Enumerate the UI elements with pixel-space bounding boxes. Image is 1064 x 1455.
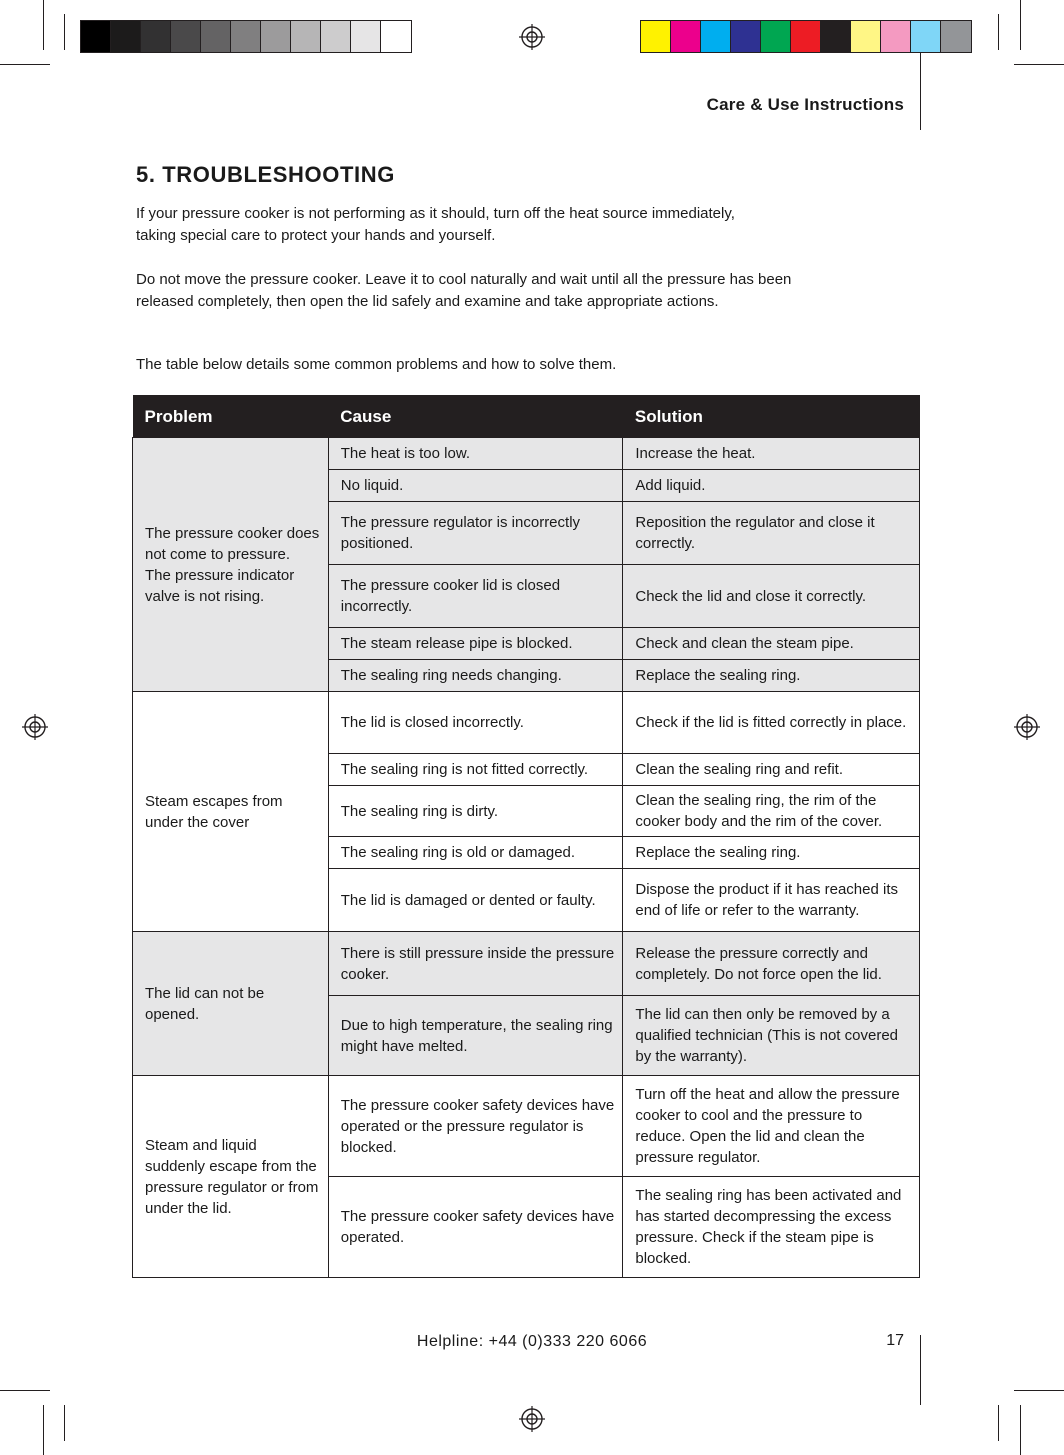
solution-cell: Release the pressure correctly and completely. Do not force open the lid. [623, 932, 920, 996]
crop-mark [64, 1405, 65, 1441]
registration-mark-icon [1014, 714, 1040, 740]
color-swatch [171, 21, 201, 52]
registration-mark-icon [519, 24, 545, 50]
crop-mark [64, 14, 65, 50]
color-swatch [941, 21, 971, 52]
crop-mark [998, 14, 999, 50]
crop-mark [0, 1390, 50, 1391]
problem-cell: Steam escapes from under the cover [133, 692, 329, 932]
page-number: 17 [886, 1332, 904, 1349]
cause-cell: The sealing ring needs changing. [328, 660, 623, 692]
section-title: 5. TROUBLESHOOTING [136, 162, 395, 187]
problem-cell: The lid can not be opened. [133, 932, 329, 1076]
cause-cell: The sealing ring is not fitted correctly. [328, 754, 623, 786]
crop-mark [998, 1405, 999, 1441]
solution-cell: Reposition the regulator and close it correctly. [623, 502, 920, 565]
color-swatch [821, 21, 851, 52]
table-row [133, 438, 920, 470]
header-solution: Solution [623, 395, 920, 438]
table-row [133, 932, 920, 996]
solution-cell: Turn off the heat and allow the pressure cooker to cool and the pressure to reduce. Open the lid and clean the pressure regulator. [623, 1076, 920, 1177]
solution-cell: Check if the lid is fitted correctly in place. [623, 692, 920, 754]
cause-cell: No liquid. [328, 470, 623, 502]
grey-swatch-bar [80, 20, 412, 53]
color-swatch [731, 21, 761, 52]
color-swatch [881, 21, 911, 52]
color-swatch [111, 21, 141, 52]
intro-paragraph [136, 269, 896, 313]
registration-mark-icon [22, 714, 48, 740]
problem-cell: Steam and liquid suddenly escape from the pressure regulator or from under the lid. [133, 1076, 329, 1278]
problem-cell: The pressure cooker does not come to pressure. The pressure indicator valve is not rising. [133, 438, 329, 692]
header-problem: Problem [133, 395, 329, 438]
crop-mark [1014, 64, 1064, 65]
solution-cell: Clean the sealing ring and refit. [623, 754, 920, 786]
cause-cell: The pressure cooker safety devices have operated or the pressure regulator is blocked. [328, 1076, 623, 1177]
cause-cell: The pressure cooker lid is closed incorrectly. [328, 565, 623, 628]
crop-mark [0, 64, 50, 65]
intro-line: taking special care to protect your hands and yourself. [136, 227, 496, 244]
table-intro: The table below details some common problems and how to solve them. [136, 356, 617, 373]
troubleshooting-table [132, 395, 920, 1278]
solution-cell: Increase the heat. [623, 438, 920, 470]
cause-cell: The pressure cooker safety devices have operated. [328, 1177, 623, 1278]
table-header-row [133, 395, 920, 438]
color-swatch [201, 21, 231, 52]
intro-text [136, 203, 896, 313]
intro-paragraph [136, 203, 896, 247]
color-swatch [381, 21, 411, 52]
running-header: Care & Use Instructions [706, 95, 904, 114]
color-swatch [261, 21, 291, 52]
color-swatch [791, 21, 821, 52]
solution-cell: Replace the sealing ring. [623, 660, 920, 692]
color-swatch [141, 21, 171, 52]
cause-cell: The heat is too low. [328, 438, 623, 470]
color-swatch [851, 21, 881, 52]
cause-cell: The lid is closed incorrectly. [328, 692, 623, 754]
intro-line: Do not move the pressure cooker. Leave it to cool naturally and wait until all the pressure has been [136, 271, 792, 288]
solution-cell: Clean the sealing ring, the rim of the cooker body and the rim of the cover. [623, 786, 920, 837]
cause-cell: There is still pressure inside the pressure cooker. [328, 932, 623, 996]
cause-cell: The steam release pipe is blocked. [328, 628, 623, 660]
color-swatch [321, 21, 351, 52]
color-swatch [761, 21, 791, 52]
solution-cell: Add liquid. [623, 470, 920, 502]
cause-cell: The sealing ring is old or damaged. [328, 837, 623, 869]
solution-cell: The sealing ring has been activated and has started decompressing the excess pressure. Check if the steam pipe is blocked. [623, 1177, 920, 1278]
solution-cell: Check the lid and close it correctly. [623, 565, 920, 628]
color-swatch [291, 21, 321, 52]
helpline: Helpline: +44 (0)333 220 6066 [416, 1333, 648, 1350]
solution-cell: The lid can then only be removed by a qualified technician (This is not covered by the warranty). [623, 996, 920, 1076]
color-swatch [641, 21, 671, 52]
intro-line: released completely, then open the lid safely and examine and take appropriate actions. [136, 293, 719, 310]
crop-mark [920, 52, 921, 130]
crop-mark [43, 0, 44, 50]
registration-mark-icon [519, 1406, 545, 1432]
crop-mark [43, 1405, 44, 1455]
cause-cell: The sealing ring is dirty. [328, 786, 623, 837]
cause-cell: Due to high temperature, the sealing ring might have melted. [328, 996, 623, 1076]
color-swatch-bar [640, 20, 972, 53]
crop-mark [1014, 1390, 1064, 1391]
color-swatch [351, 21, 381, 52]
cause-cell: The pressure regulator is incorrectly positioned. [328, 502, 623, 565]
crop-mark [1020, 0, 1021, 50]
crop-mark [1020, 1405, 1021, 1455]
color-swatch [231, 21, 261, 52]
table-row [133, 692, 920, 754]
color-swatch [911, 21, 941, 52]
color-swatch [701, 21, 731, 52]
color-swatch [671, 21, 701, 52]
solution-cell: Check and clean the steam pipe. [623, 628, 920, 660]
header-cause: Cause [328, 395, 623, 438]
solution-cell: Replace the sealing ring. [623, 837, 920, 869]
cause-cell: The lid is damaged or dented or faulty. [328, 869, 623, 932]
solution-cell: Dispose the product if it has reached its end of life or refer to the warranty. [623, 869, 920, 932]
color-swatch [81, 21, 111, 52]
intro-line: If your pressure cooker is not performing as it should, turn off the heat source immediately, [136, 205, 735, 222]
table-row [133, 1076, 920, 1177]
